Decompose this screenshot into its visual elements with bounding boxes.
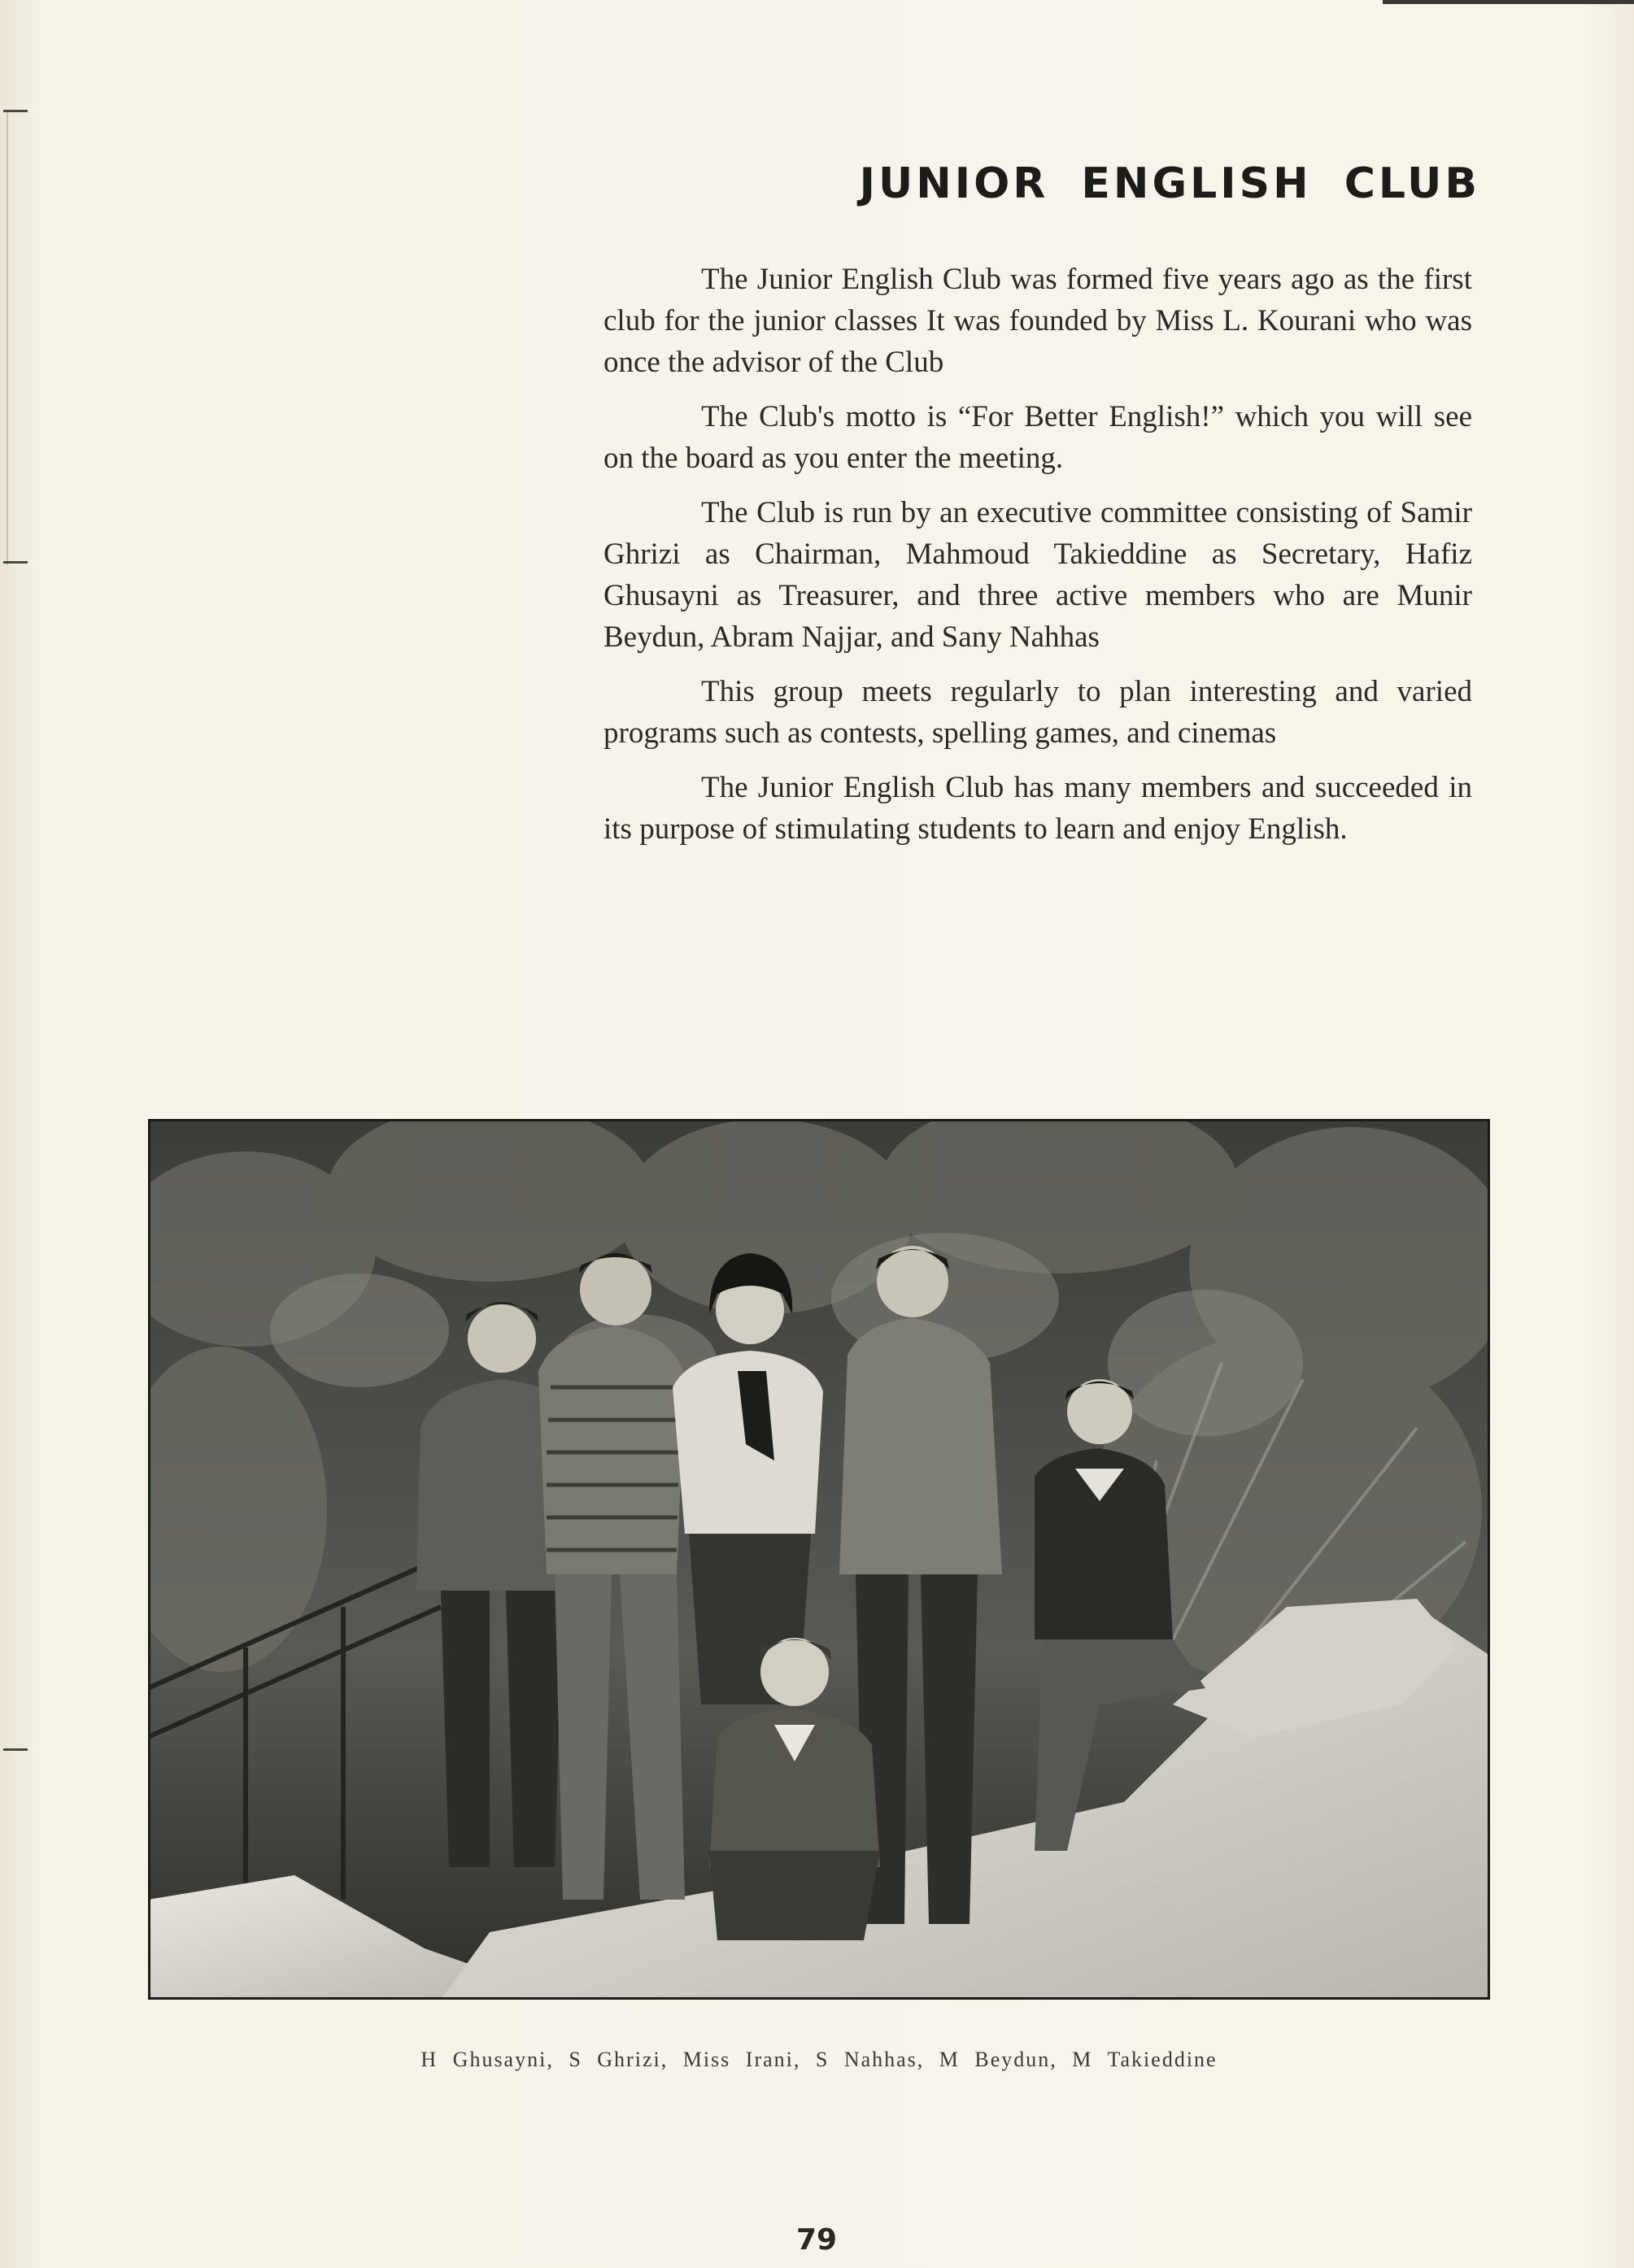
article-body [603, 259, 1472, 863]
binding-mark [3, 561, 28, 564]
top-edge-rule [1383, 0, 1634, 4]
paragraph-committee: The Club is run by an executive committee consisting of Samir Ghrizi as Chairman, Mahmoud Takieddine as Secretary, Hafiz Ghusayni as Treasurer, and three active members who are Munir Beydun, Abram Najjar, and Sany Nahhas [603, 496, 1472, 654]
binding-mark [3, 1748, 28, 1751]
photo-caption: H Ghusayni, S Ghrizi, Miss Irani, S Nahhas, M Beydun, M Takieddine [420, 2048, 1218, 2071]
group-photo [148, 1119, 1490, 2000]
page-title: JUNIOR ENGLISH CLUB [859, 159, 1480, 208]
paragraph-founding: The Junior English Club was formed five years ago as the first club for the junior classes It was founded by Miss L. Kourani who was once the advisor of the Club [603, 263, 1472, 379]
page-number: 79 [795, 2223, 838, 2257]
paragraph-members: The Junior English Club has many members and succeeded in its purpose of stimulating students to learn and enjoy English. [603, 771, 1472, 846]
binding-edge [7, 110, 8, 565]
paragraph-programs: This group meets regularly to plan interesting and varied programs such as contests, spelling games, and cinemas [603, 675, 1472, 750]
group-photo-illustration [148, 1119, 1490, 2000]
binding-mark [3, 110, 28, 112]
paragraph-motto: The Club's motto is “For Better English!” which you will see on the board as you enter the meeting. [603, 400, 1472, 475]
